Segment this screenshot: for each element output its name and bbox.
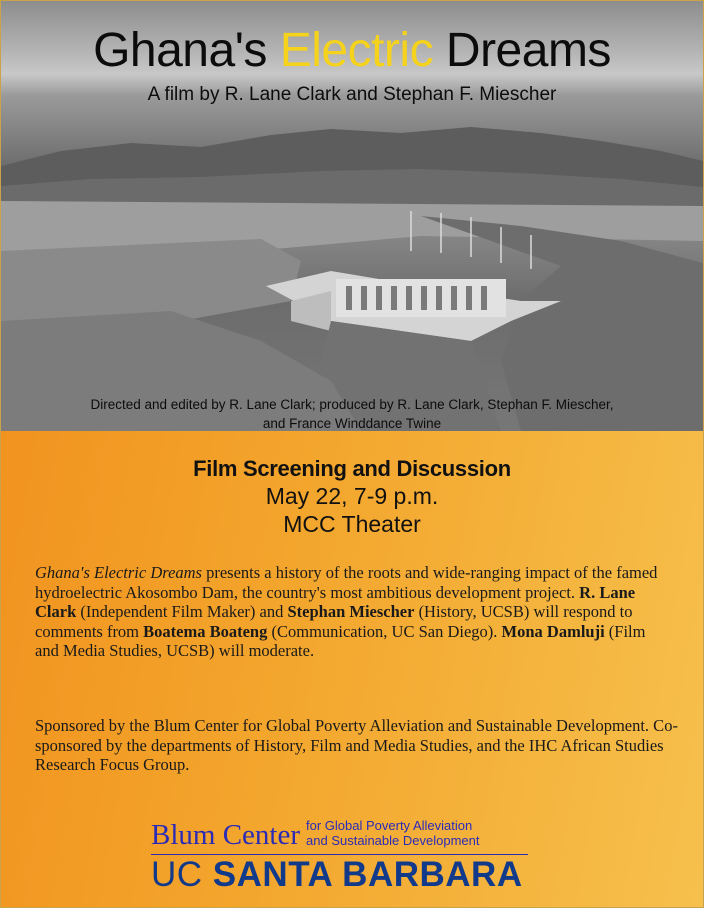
film-description <box>35 563 671 661</box>
screening-heading: Film Screening and Discussion <box>193 456 511 481</box>
film-credits <box>41 395 663 431</box>
screening-info <box>1 456 703 538</box>
screening-date: May 22, 7-9 p.m. <box>265 483 439 509</box>
credits-line-1: Directed and edited by R. Lane Clark; produced by R. Lane Clark, Stephan F. Miescher, <box>90 397 614 412</box>
desc-person-3: Boatema Boateng <box>143 621 268 641</box>
santa-barbara-label: SANTA BARBARA <box>212 855 523 894</box>
desc-person-2: Stephan Miescher <box>287 602 415 621</box>
blum-center-logo <box>151 818 551 851</box>
uc-label: UC <box>151 855 203 894</box>
blum-center-tagline <box>306 818 479 848</box>
desc-person-4: Mona Damluji <box>501 621 605 641</box>
dam-photo <box>1 1 703 431</box>
sponsors-text: Sponsored by the Blum Center for Global Poverty Alleviation and Sustainable Development. Co-sponsored by the departments of History, Film and Media Studies, and the IHC African Studies Research Focus Group. <box>35 716 678 774</box>
desc-text-2: (Independent Film Maker) and <box>76 602 288 621</box>
credits-line-2: and France Winddance Twine <box>262 416 442 431</box>
ucsb-wordmark <box>151 855 551 895</box>
screening-venue: MCC Theater <box>283 511 421 537</box>
blum-center-name: Blum Center <box>151 819 301 851</box>
desc-text-5: (Film and Media Studies, UCSB) will moderate. <box>35 621 646 660</box>
desc-text-4: (Communication, UC San Diego). <box>267 621 502 641</box>
blum-tagline-line-2: and Sustainable Development <box>306 833 480 848</box>
title-accent: Electric <box>279 24 434 77</box>
sponsor-logo <box>151 818 551 895</box>
desc-text-3: (History, UCSB) will respond to comments from <box>35 602 633 641</box>
desc-film-title: Ghana's Electric Dreams <box>35 563 202 582</box>
film-byline: A film by R. Lane Clark and Stephan F. Miescher <box>147 84 557 105</box>
film-title <box>1 23 703 78</box>
blum-tagline-line-1: for Global Poverty Alleviation <box>306 818 473 833</box>
desc-text-1: presents a history of the roots and wide-ranging impact of the famed hydroelectric Akosombo Dam, the country's most ambitious development project. <box>35 563 658 602</box>
title-part-1: Ghana's <box>93 24 280 77</box>
title-part-2: Dreams <box>433 24 611 77</box>
desc-person-1: R. Lane Clark <box>35 582 636 621</box>
